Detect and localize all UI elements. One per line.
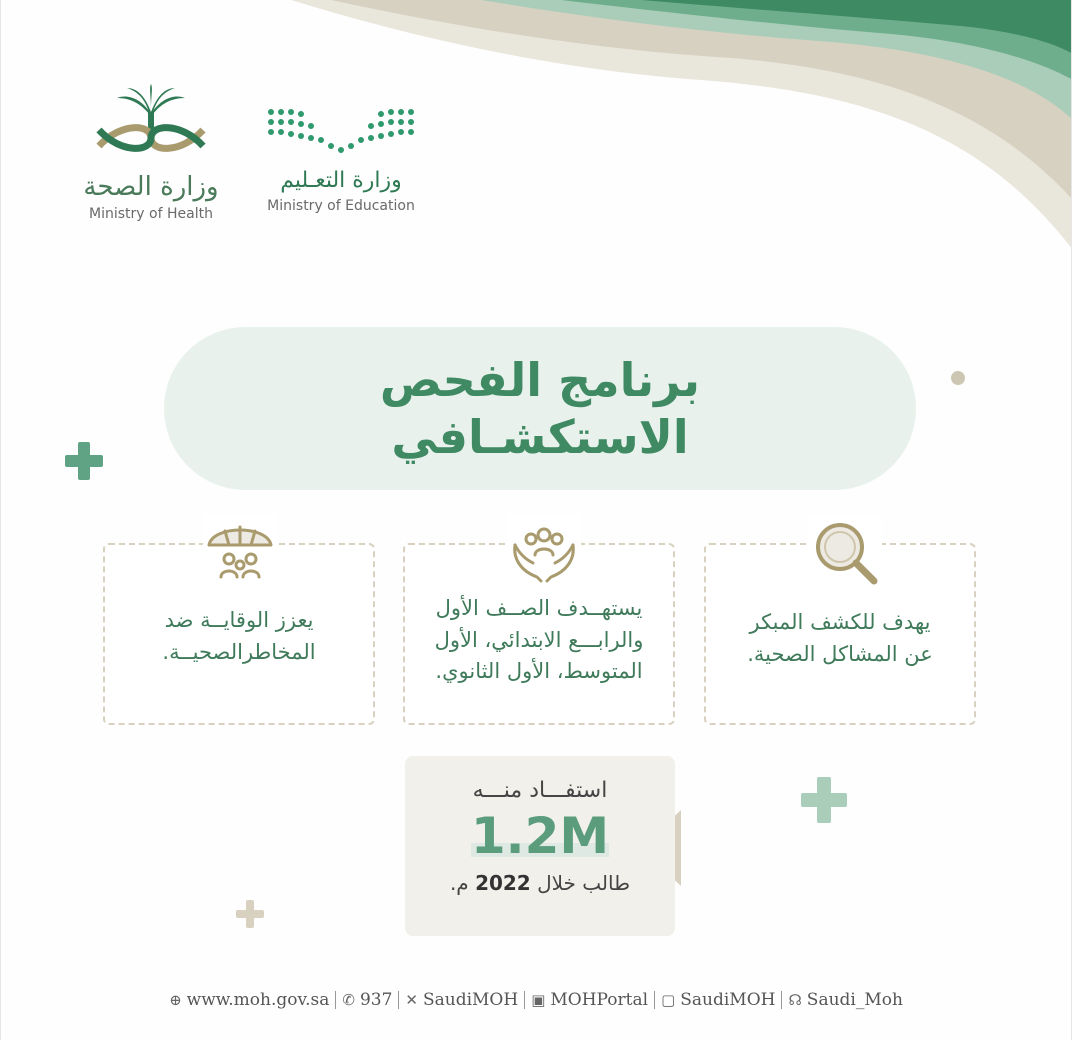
website-text: www.moh.gov.sa [186, 990, 330, 1010]
footer-contacts [1, 990, 1071, 1010]
phone-text: 937 [359, 990, 393, 1010]
x-icon: ✕ [405, 991, 418, 1009]
phone-icon: ✆ [342, 991, 355, 1009]
stat-year: 2022 [475, 871, 531, 895]
moe-logo [256, 104, 426, 214]
palm-swords-icon [91, 84, 211, 164]
card-line: يعزز الوقايــة ضد [164, 608, 314, 632]
card-line: عن المشاكل الصحية. [747, 641, 933, 666]
youtube-handle-text: MOHPortal [550, 990, 649, 1010]
snapchat-icon: ☊ [788, 991, 802, 1009]
card-line: يستهــدف الصــف الأول [435, 596, 643, 620]
card-line: المتوسط، الأول الثانوي. [435, 659, 643, 683]
footer-snapchat[interactable] [782, 990, 908, 1010]
moh-logo [71, 84, 231, 222]
umbrella-family-icon [203, 515, 277, 589]
globe-icon: ⊕ [169, 991, 182, 1009]
footer-x[interactable] [399, 990, 524, 1010]
moh-name-ar: وزارة الصحة [83, 172, 219, 202]
stat-bottom-suffix: م. [449, 871, 469, 895]
moh-name-en: Ministry of Health [89, 206, 213, 222]
moe-name-en: Ministry of Education [267, 198, 415, 214]
footer-website[interactable] [163, 990, 335, 1010]
footer-phone[interactable] [336, 990, 398, 1010]
footer-youtube[interactable] [525, 990, 654, 1010]
stat-label-top: استفـــاد منـــه [472, 778, 608, 803]
info-card-prevention [103, 543, 375, 725]
card-text [419, 593, 659, 688]
hands-people-icon [507, 515, 581, 589]
stat-number-value: 1.2M [470, 807, 610, 865]
facebook-handle-text: SaudiMOH [680, 990, 776, 1010]
stat-label-bottom [405, 871, 675, 895]
card-text [119, 605, 359, 668]
snapchat-handle-text: Saudi_Moh [806, 990, 903, 1010]
facebook-icon: ▢ [661, 991, 676, 1009]
card-line: والرابـــع الابتدائي، الأول [434, 627, 644, 652]
title-line-1: برنامج الفحص [379, 353, 701, 408]
plus-icon [235, 899, 265, 929]
magnifier-icon [808, 515, 882, 589]
info-card-target-grades [403, 543, 675, 725]
moe-name-ar: وزارة التعـليم [280, 168, 402, 193]
info-card-early-detection [704, 543, 976, 725]
card-text [720, 607, 960, 670]
plus-icon [63, 440, 105, 482]
x-handle-text: SaudiMOH [422, 990, 519, 1010]
stat-number [471, 807, 609, 865]
beneficiaries-stat [405, 756, 675, 936]
plus-icon [799, 775, 849, 825]
card-line: المخاطرالصحيــة. [162, 639, 316, 664]
dots-book-icon [261, 104, 421, 160]
card-line: يهدف للكشف المبكر [749, 610, 931, 634]
title-line-2: الاستكشـافي [391, 409, 689, 464]
program-title [164, 327, 916, 490]
stat-bottom-prefix: طالب خلال [537, 871, 631, 895]
footer-facebook[interactable] [655, 990, 781, 1010]
decorative-dot [951, 371, 965, 385]
youtube-icon: ▣ [531, 991, 546, 1009]
